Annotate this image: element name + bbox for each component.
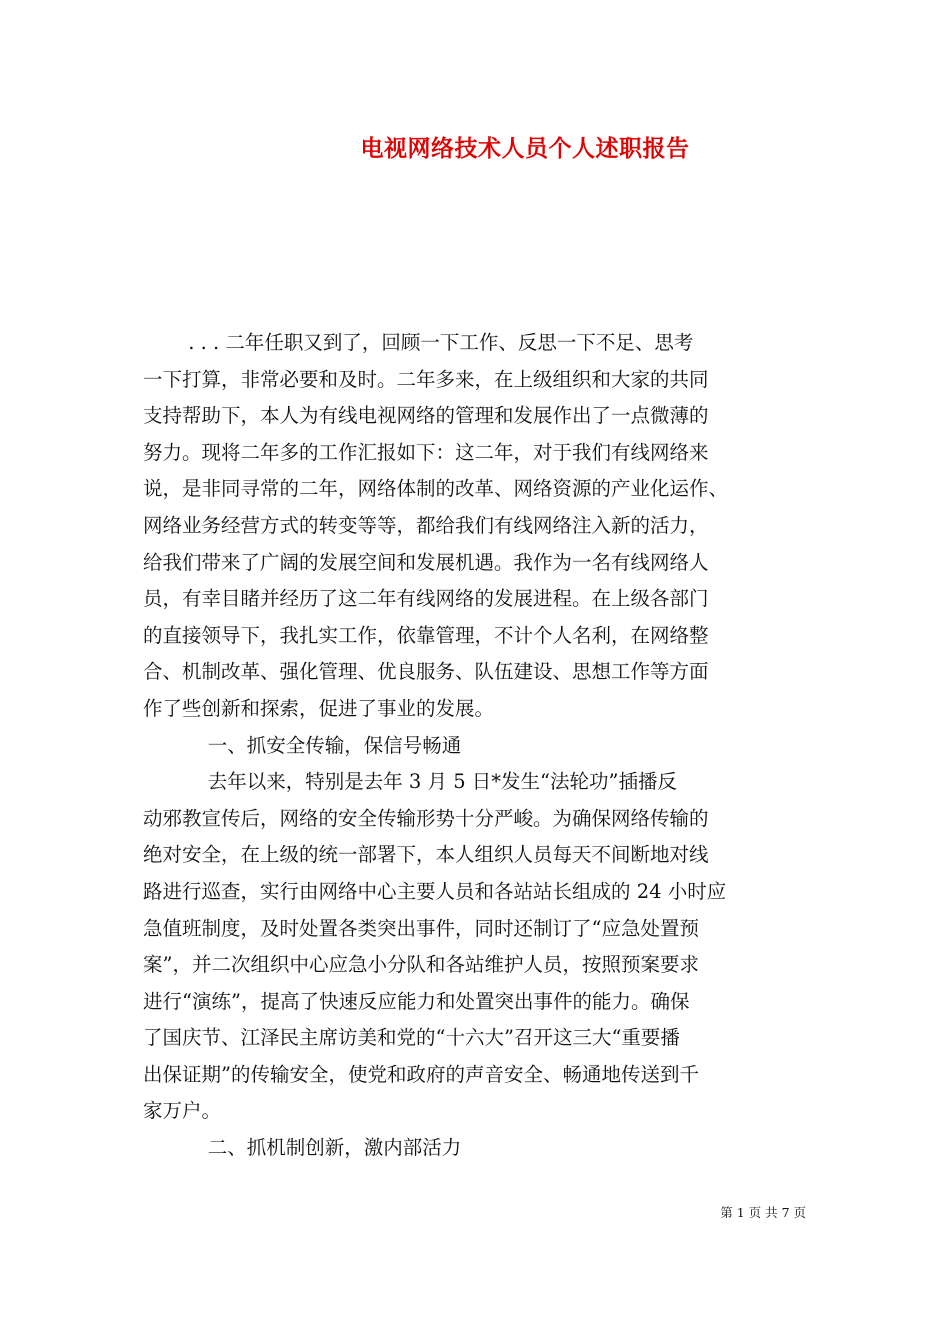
body-line: 急值班制度，及时处置各类突出事件，同时还制订了“应急处置预 [143,916,699,940]
body-line: 案”，并二次组织中心应急小分队和各站维护人员，按照预案要求 [143,953,699,977]
body-line: 合、机制改革、强化管理、优良服务、队伍建设、思想工作等方面 [143,660,709,684]
body-line: 说，是非同寻常的二年，网络体制的改革、网络资源的产业化运作、 [143,477,729,501]
body-line: 的直接领导下，我扎实工作，依靠管理，不计个人名利，在网络整 [143,623,709,647]
body-line: 去年以来，特别是去年 3 月 5 日*发生“法轮功”插播反 [143,770,677,794]
body-line: . . . 二年任职又到了，回顾一下工作、反思一下不足、思考 [143,331,694,354]
body-line: 一下打算，非常必要和及时。二年多来，在上级组织和大家的共同 [143,367,709,391]
document-body [143,325,808,1167]
body-line: 进行“演练”，提高了快速反应能力和处置突出事件的能力。确保 [143,989,690,1013]
body-line: 家万户。 [143,1099,222,1123]
body-line: 支持帮助下，本人为有线电视网络的管理和发展作出了一点微薄的 [143,404,709,428]
page-number-footer: 第 1 页 共 7 页 [720,1205,806,1220]
body-line: 了国庆节、江泽民主席访美和党的“十六大”召开这三大“重要播 [143,1026,680,1050]
body-line: 出保证期”的传输安全，使党和政府的声音安全、畅通地传送到千 [143,1062,699,1086]
body-line: 绝对安全，在上级的统一部署下，本人组织人员每天不间断地对线 [143,843,709,867]
section-heading: 一、抓安全传输，保信号畅通 [143,733,462,757]
body-line: 作了些创新和探索，促进了事业的发展。 [143,696,495,720]
body-line: 动邪教宣传后，网络的安全传输形势十分严峻。为确保网络传输的 [143,806,709,830]
body-line: 网络业务经营方式的转变等等，都给我们有线网络注入新的活力， [143,513,709,537]
body-line: 员，有幸目睹并经历了这二年有线网络的发展进程。在上级各部门 [143,587,709,611]
document-title: 电视网络技术人员个人述职报告 [360,135,690,162]
body-line: 路进行巡查，实行由网络中心主要人员和各站站长组成的 24 小时应 [143,879,727,903]
body-line: 努力。现将二年多的工作汇报如下：这二年，对于我们有线网络来 [143,440,709,464]
section-heading: 二、抓机制创新，激内部活力 [143,1136,462,1160]
body-line: 给我们带来了广阔的发展空间和发展机遇。我作为一名有线网络人 [143,550,709,574]
